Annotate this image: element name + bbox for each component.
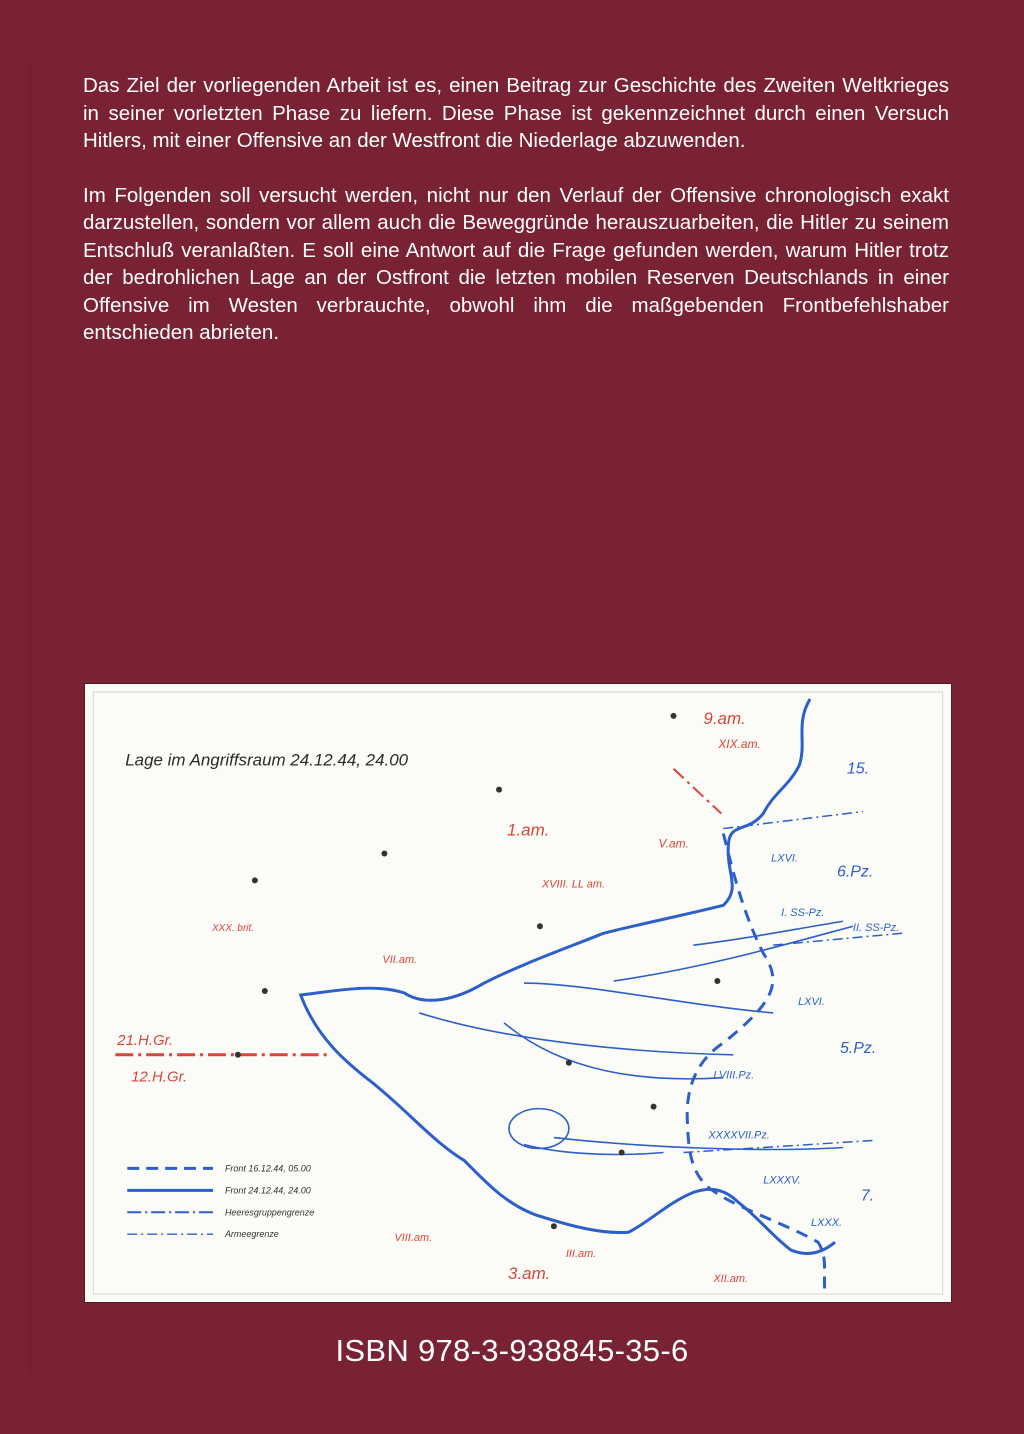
label-lxvii: LXVI. [771,852,798,865]
legend-front-2412: Front 24.12.44, 24.00 [224,1185,311,1196]
boundary-mid [773,933,903,945]
boundary-lower [683,1141,872,1153]
bastogne-encirclement [509,1109,569,1149]
map-illustration [84,683,952,1303]
attack-arrow-1 [614,926,853,981]
town-marker [566,1060,572,1066]
attack-arrow-3 [524,983,773,1013]
town-marker [714,978,720,984]
label-xxxxvii-pz: XXXXVII.Pz. [708,1129,770,1142]
label-3-am: 3.am. [508,1264,551,1284]
attack-arrow-4 [419,1013,733,1055]
town-marker [262,988,268,994]
label-viii-am: VIII.am. [394,1232,433,1245]
label-15: 15. [846,760,870,778]
town-marker [651,1104,657,1110]
map-svg [85,684,951,1302]
attack-arrow-2 [693,921,843,945]
town-marker [551,1223,557,1229]
map-inner-border [93,692,942,1294]
label-xii-am: XII.am. [713,1273,749,1286]
label-vii-am: VII.am. [382,954,418,967]
label-xix-am: XIX.am. [718,736,761,751]
label-7: 7. [860,1187,875,1205]
label-ii-ss-pz: II. SS-Pz. [852,922,900,935]
label-1-am: 1.am. [507,820,550,840]
label-6-pz: 6.Pz. [836,863,874,881]
label-5-pz: 5.Pz. [839,1039,877,1057]
legend-front-1612: Front 16.12.44, 05.00 [224,1163,311,1174]
label-12-hgr: 12.H.Gr. [131,1068,188,1086]
label-iii-am: III.am. [565,1248,597,1261]
town-marker [619,1149,625,1155]
town-marker [381,850,387,856]
map-title: Lage im Angriffsraum 24.12.44, 24.00 [125,750,409,770]
attack-arrow-7 [524,1145,664,1155]
label-xviii-ll: XVIII. LL am. [541,878,606,891]
attack-arrow-6 [554,1138,843,1150]
label-lxxxv: LXXXV. [763,1174,801,1187]
town-marker [537,923,543,929]
back-cover-blurb [83,72,949,374]
label-21-hgr: 21.H.Gr. [117,1031,174,1049]
town-marker [496,787,502,793]
spine-line [30,60,31,1374]
town-marker [235,1052,241,1058]
isbn-number: ISBN 978-3-938845-35-6 [335,1333,689,1368]
boundary-upper [723,812,863,829]
label-xxx-brit: XXX. brit. [211,923,255,935]
town-marker [671,713,677,719]
blurb-paragraph-2: Im Folgenden soll versucht werden, nicht nur den Verlauf der Offensive chronologisch exakt darzustellen, sondern vor allem auch die Beweggründe herauszuarbeiten, die Hitler zu seinem Entschluß veranlaßten. E soll eine Antwort auf die Frage gefunden werden, warum Hitler trotz der bedrohlichen Lage an der Ostfront die letzten mobilen Reserven Deutschlands in einer Offensive im Westen verbrauchte, obwohl ihm die maßgebenden Frontbefehlshaber entschieden abrieten. [83,183,949,344]
label-9-am: 9.am. [703,708,746,728]
label-v-am: V.am. [658,836,689,851]
legend-armeegrenze: Armeegrenze [224,1229,279,1240]
town-marker [252,877,258,883]
legend-heeresgruppengrenze: Heeresgruppengrenze [224,1207,315,1218]
army-group-boundary-north [673,769,721,814]
label-lxxx: LXXX. [811,1217,843,1230]
blurb-paragraph-1: Das Ziel der vorliegenden Arbeit ist es, einen Beitrag zur Geschichte des Zweiten Weltkrieges in seiner vorletzten Phase zu liefern. Diese Phase ist gekennzeichnet durch einen Versuch Hitlers, mit einer Offensive an der Westfront die Niederlage abzuwenden. [83,74,949,152]
front-line-2412 [301,699,835,1253]
label-i-ss-pz: I. SS-Pz. [781,907,825,920]
label-lxvi: LXVI. [798,995,825,1008]
attack-arrow-5 [504,1023,723,1079]
front-line-1612 [687,834,825,1295]
label-lviii-pz: LVIII.Pz. [713,1069,755,1082]
